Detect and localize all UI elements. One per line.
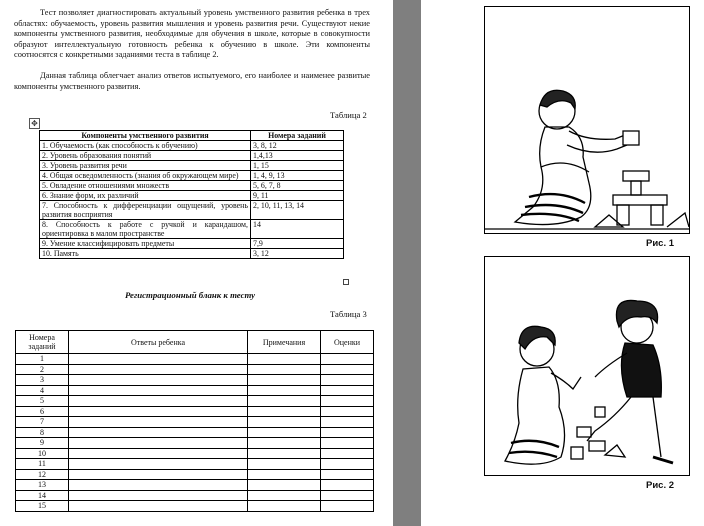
tower-pillar-left	[617, 205, 629, 225]
table-row	[16, 438, 374, 449]
block	[571, 447, 583, 459]
col-header-notes: Примечания	[248, 331, 321, 354]
cell-child-answer[interactable]	[69, 354, 248, 365]
cell-child-answer[interactable]	[69, 490, 248, 501]
figure-1-illustration	[485, 7, 689, 233]
cell-score[interactable]	[321, 396, 374, 407]
table-row	[16, 427, 374, 438]
cell-score[interactable]	[321, 501, 374, 512]
cell-tasks: 9, 11	[251, 191, 344, 201]
table-row	[40, 151, 344, 161]
cell-score[interactable]	[321, 364, 374, 375]
table-row	[40, 171, 344, 181]
table-header-row	[16, 331, 374, 354]
cell-task-number: 12	[16, 469, 69, 480]
cell-notes[interactable]	[248, 385, 321, 396]
cell-score[interactable]	[321, 438, 374, 449]
cell-tasks: 1, 4, 9, 13	[251, 171, 344, 181]
girl-hair	[540, 90, 575, 109]
cell-score[interactable]	[321, 480, 374, 491]
cell-notes[interactable]	[248, 396, 321, 407]
figure-1-caption: Рис. 1	[646, 238, 675, 249]
cell-task-number: 1	[16, 354, 69, 365]
cell-task-number: 11	[16, 459, 69, 470]
cell-task-number: 2	[16, 364, 69, 375]
col-header-child-answers: Ответы ребенка	[69, 331, 248, 354]
cell-score[interactable]	[321, 490, 374, 501]
tower-block-top	[623, 171, 649, 181]
cell-tasks: 3, 8, 12	[251, 141, 344, 151]
cell-score[interactable]	[321, 406, 374, 417]
document-page-right	[421, 0, 704, 526]
figure-2-illustration	[485, 257, 689, 475]
cell-task-number: 13	[16, 480, 69, 491]
held-block	[623, 131, 639, 145]
table-row	[16, 480, 374, 491]
col-header-task-number: Номера заданий	[16, 331, 69, 354]
cell-child-answer[interactable]	[69, 469, 248, 480]
cell-task-number: 8	[16, 427, 69, 438]
table-row	[40, 141, 344, 151]
girl-hair	[519, 326, 555, 349]
table-row	[16, 385, 374, 396]
boy-shirt	[621, 343, 661, 397]
table-row	[16, 354, 374, 365]
cell-tasks: 7,9	[251, 239, 344, 249]
registration-form-title: Регистрационный бланк к тесту	[125, 290, 256, 300]
paragraph-1: Тест позволяет диагностировать актуальный уровень умственного развития ребенка в трех областях: обучаемость, уровень развития мышления и уровень развития речи. Существуют некие компоненты умственного развития, необходимые для обучения в школе, которые в совокупности образуют интеллектуальную готовность ребенка к обучению в школе. Эти компоненты соотносятся с конкретными заданиями теста в таблице 2.	[14, 8, 370, 60]
cell-component: 5. Овладение отношениями множеств	[40, 181, 251, 191]
table-row	[16, 396, 374, 407]
cell-notes[interactable]	[248, 501, 321, 512]
cell-child-answer[interactable]	[69, 417, 248, 428]
cell-notes[interactable]	[248, 480, 321, 491]
boy-leg-standing	[653, 397, 661, 457]
cell-notes[interactable]	[248, 364, 321, 375]
cell-component: 8. Способность к работе с ручкой и карандашом, ориентировка в малом пространстве	[40, 220, 251, 239]
cell-component: 2. Уровень образования понятий	[40, 151, 251, 161]
cell-tasks: 14	[251, 220, 344, 239]
paragraph-2: Данная таблица облегчает анализ ответов испытуемого, его наиболее и наименее развитые компоненты умственного развития.	[14, 70, 370, 91]
table-row	[40, 220, 344, 239]
cell-component: 10. Память	[40, 249, 251, 259]
flying-block	[595, 407, 605, 417]
triangle-block	[605, 445, 625, 457]
table-row	[40, 239, 344, 249]
cell-task-number: 4	[16, 385, 69, 396]
tower-pillar-right	[651, 205, 663, 225]
cell-notes[interactable]	[248, 406, 321, 417]
cell-task-number: 15	[16, 501, 69, 512]
table-row	[40, 249, 344, 259]
cell-child-answer[interactable]	[69, 438, 248, 449]
cell-notes[interactable]	[248, 459, 321, 470]
cell-score[interactable]	[321, 375, 374, 386]
cell-child-answer[interactable]	[69, 385, 248, 396]
table-row	[16, 448, 374, 459]
table-row	[40, 181, 344, 191]
girl-skirt-stripes	[521, 194, 585, 221]
side-block	[667, 213, 689, 227]
table-row	[40, 201, 344, 220]
cell-score[interactable]	[321, 448, 374, 459]
table-row	[16, 417, 374, 428]
cell-component: 6. Знание форм, их различий	[40, 191, 251, 201]
cell-tasks: 3, 12	[251, 249, 344, 259]
boy-leg-kicking	[587, 397, 631, 441]
girl-body	[515, 127, 591, 225]
cell-notes[interactable]	[248, 448, 321, 459]
cell-child-answer[interactable]	[69, 396, 248, 407]
cell-child-answer[interactable]	[69, 375, 248, 386]
cell-child-answer[interactable]	[69, 448, 248, 459]
cell-tasks: 2, 10, 11, 13, 14	[251, 201, 344, 220]
cell-notes[interactable]	[248, 427, 321, 438]
block	[577, 427, 591, 437]
cell-component: 1. Обучаемость (как способность к обучению)	[40, 141, 251, 151]
figure-2-frame	[484, 256, 690, 476]
cell-task-number: 9	[16, 438, 69, 449]
table-row	[16, 375, 374, 386]
figure-2-caption: Рис. 2	[646, 480, 675, 491]
girl-arm-upper	[569, 131, 625, 139]
table-header-row	[40, 131, 344, 141]
girl-arm	[551, 373, 581, 389]
table-row	[16, 490, 374, 501]
table-row	[16, 406, 374, 417]
cell-score[interactable]	[321, 459, 374, 470]
cell-component: 3. Уровень развития речи	[40, 161, 251, 171]
table-row	[16, 469, 374, 480]
figure-1-frame	[484, 6, 690, 234]
table-3-body	[16, 354, 374, 512]
cell-notes[interactable]	[248, 469, 321, 480]
cell-score[interactable]	[321, 385, 374, 396]
cell-child-answer[interactable]	[69, 501, 248, 512]
cell-score[interactable]	[321, 417, 374, 428]
col-header-task-numbers: Номера заданий	[251, 131, 344, 141]
table-2	[39, 130, 344, 259]
cell-task-number: 7	[16, 417, 69, 428]
col-header-scores: Оценки	[321, 331, 374, 354]
cell-task-number: 6	[16, 406, 69, 417]
cell-notes[interactable]	[248, 438, 321, 449]
table-2-caption: Таблица 2	[330, 110, 367, 120]
boy-shoe	[653, 457, 673, 463]
cell-child-answer[interactable]	[69, 459, 248, 470]
girl-body	[505, 367, 565, 464]
table-row	[16, 364, 374, 375]
cell-child-answer[interactable]	[69, 480, 248, 491]
cell-task-number: 5	[16, 396, 69, 407]
table-resize-handle[interactable]	[343, 279, 349, 285]
cell-notes[interactable]	[248, 417, 321, 428]
cell-score[interactable]	[321, 354, 374, 365]
boy-hair	[616, 300, 657, 327]
cell-tasks: 1,4,13	[251, 151, 344, 161]
table-row	[40, 191, 344, 201]
cell-tasks: 1, 15	[251, 161, 344, 171]
cell-child-answer[interactable]	[69, 406, 248, 417]
cell-notes[interactable]	[248, 490, 321, 501]
girl-skirt-stripes	[509, 441, 559, 457]
table-row	[16, 459, 374, 470]
cell-child-answer[interactable]	[69, 427, 248, 438]
table-3-caption: Таблица 3	[330, 309, 367, 319]
tower-block-base	[613, 195, 667, 205]
cell-notes[interactable]	[248, 354, 321, 365]
cell-component: 7. Способность к дифференциации ощущений, уровень развития восприятия	[40, 201, 251, 220]
table-3	[15, 330, 374, 512]
cell-tasks: 5, 6, 7, 8	[251, 181, 344, 191]
cell-task-number: 3	[16, 375, 69, 386]
move-cross-icon[interactable]: ✥	[29, 118, 40, 129]
cell-score[interactable]	[321, 427, 374, 438]
cell-score[interactable]	[321, 469, 374, 480]
intro-text	[14, 8, 370, 92]
cell-component: 4. Общая осведомленность (знания об окружающем мире)	[40, 171, 251, 181]
block	[589, 441, 605, 451]
girl-arm-lower	[567, 145, 627, 152]
girl-waist	[541, 163, 589, 172]
table-row	[16, 501, 374, 512]
cell-component: 9. Умение классифицировать предметы	[40, 239, 251, 249]
tower-block-middle	[631, 181, 641, 195]
cell-notes[interactable]	[248, 375, 321, 386]
col-header-components: Компоненты умственного развития	[40, 131, 251, 141]
cell-task-number: 10	[16, 448, 69, 459]
table-row	[40, 161, 344, 171]
cell-task-number: 14	[16, 490, 69, 501]
cell-child-answer[interactable]	[69, 364, 248, 375]
